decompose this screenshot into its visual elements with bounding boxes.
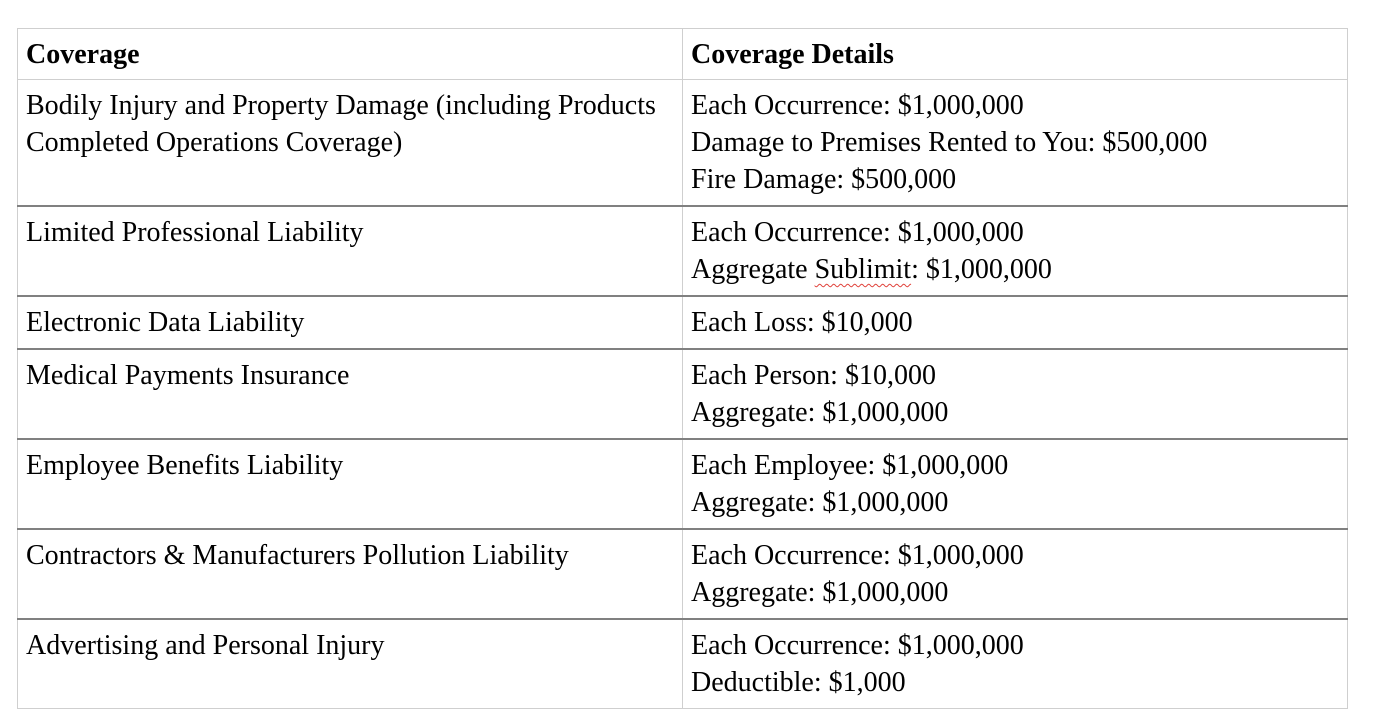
details-cell[interactable] [683,439,1348,529]
table-row [18,619,1348,709]
table-row [18,80,1348,207]
detail-text: : $1,000,000 [911,254,1052,285]
details-cell[interactable] [683,529,1348,619]
table-row [18,439,1348,529]
detail-line: Fire Damage: $500,000 [691,164,957,195]
details-cell[interactable] [683,296,1348,349]
detail-line [691,251,1339,288]
table-row [18,296,1348,349]
detail-line: Aggregate: $1,000,000 [691,397,949,428]
detail-text: Aggregate [691,254,815,285]
table-row [18,529,1348,619]
table-row [18,206,1348,296]
detail-line: Each Occurrence: $1,000,000 [691,630,1024,661]
detail-line: Each Occurrence: $1,000,000 [691,90,1024,121]
header-row [18,29,1348,80]
detail-line: Aggregate: $1,000,000 [691,487,949,518]
details-cell[interactable] [683,619,1348,709]
details-cell[interactable] [683,80,1348,207]
detail-line: Each Occurrence: $1,000,000 [691,217,1024,248]
header-coverage[interactable]: Coverage [18,29,683,80]
details-cell[interactable] [683,206,1348,296]
spellcheck-flagged-word[interactable]: Sublimit [814,254,912,285]
coverage-cell[interactable]: Employee Benefits Liability [18,439,683,529]
table-row [18,349,1348,439]
detail-line: Damage to Premises Rented to You: $500,000 [691,127,1208,158]
coverage-cell[interactable]: Advertising and Personal Injury [18,619,683,709]
detail-line: Aggregate: $1,000,000 [691,577,949,608]
coverage-cell[interactable]: Contractors & Manufacturers Pollution Liability [18,529,683,619]
detail-line: Deductible: $1,000 [691,667,906,698]
details-cell[interactable] [683,349,1348,439]
coverage-cell[interactable]: Limited Professional Liability [18,206,683,296]
detail-line: Each Occurrence: $1,000,000 [691,540,1024,571]
detail-line: Each Employee: $1,000,000 [691,450,1009,481]
coverage-cell[interactable]: Electronic Data Liability [18,296,683,349]
coverage-cell[interactable]: Medical Payments Insurance [18,349,683,439]
coverage-cell[interactable]: Bodily Injury and Property Damage (including Products Completed Operations Coverage) [18,80,683,207]
header-coverage-details[interactable]: Coverage Details [683,29,1348,80]
detail-line: Each Person: $10,000 [691,360,936,391]
detail-line: Each Loss: $10,000 [691,307,913,338]
coverage-table [17,28,1348,709]
